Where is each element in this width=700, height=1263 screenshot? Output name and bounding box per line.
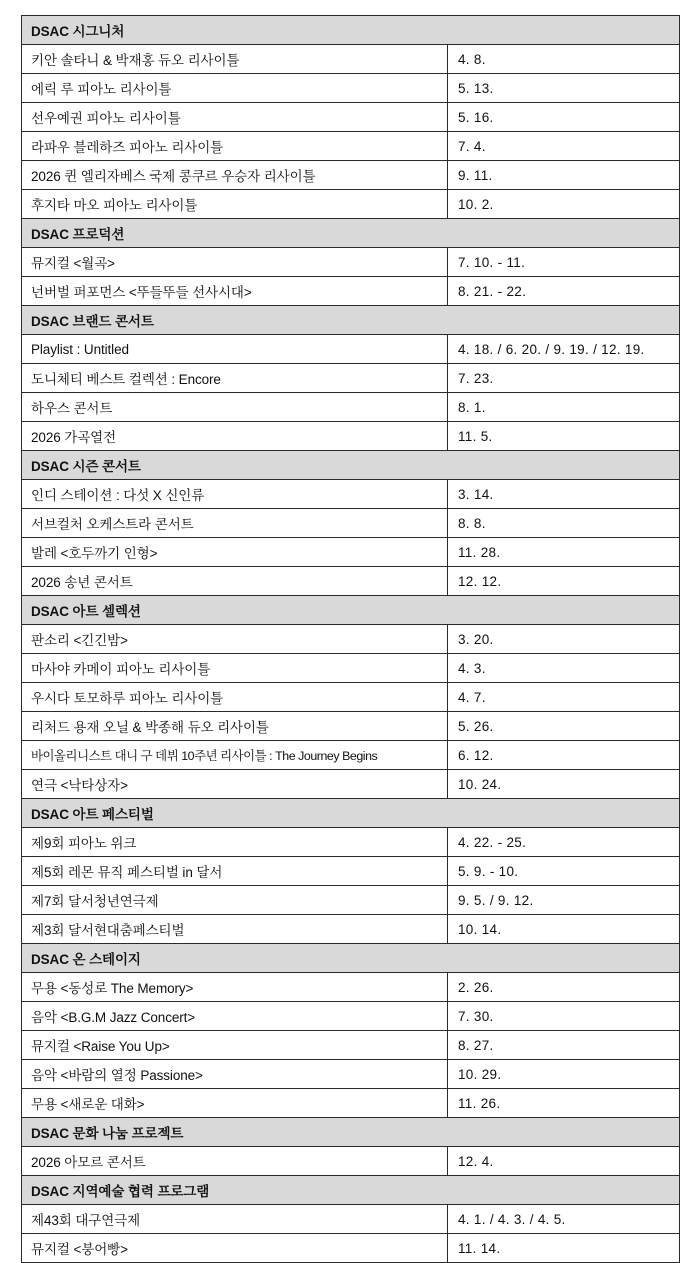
event-title-cell: 넌버벌 퍼포먼스 <뚜들뚜들 선사시대> <box>22 277 448 306</box>
event-title-cell: 제3회 달서현대춤페스티벌 <box>22 915 448 944</box>
event-date-cell: 4. 1. / 4. 3. / 4. 5. <box>448 1205 680 1234</box>
table-row <box>22 973 680 1002</box>
section-header-label: DSAC 아트 페스티벌 <box>22 799 680 828</box>
table-row <box>22 654 680 683</box>
event-title-cell: 발레 <호두까기 인형> <box>22 538 448 567</box>
event-date-cell: 7. 10. - 11. <box>448 248 680 277</box>
event-title-cell: 에릭 루 피아노 리사이틀 <box>22 74 448 103</box>
table-row <box>22 74 680 103</box>
event-date-cell: 8. 8. <box>448 509 680 538</box>
event-date-cell: 11. 5. <box>448 422 680 451</box>
event-date-cell: 9. 5. / 9. 12. <box>448 886 680 915</box>
table-row <box>22 277 680 306</box>
table-row <box>22 1031 680 1060</box>
event-date-cell: 4. 3. <box>448 654 680 683</box>
event-date-cell: 7. 4. <box>448 132 680 161</box>
event-date-cell: 2. 26. <box>448 973 680 1002</box>
section-header-row <box>22 944 680 973</box>
table-row <box>22 132 680 161</box>
table-row <box>22 886 680 915</box>
event-date-cell: 4. 18. / 6. 20. / 9. 19. / 12. 19. <box>448 335 680 364</box>
event-date-cell: 5. 9. - 10. <box>448 857 680 886</box>
table-row <box>22 364 680 393</box>
event-date-cell: 5. 13. <box>448 74 680 103</box>
event-title-cell: 마사야 카메이 피아노 리사이틀 <box>22 654 448 683</box>
event-date-cell: 9. 11. <box>448 161 680 190</box>
section-header-label: DSAC 시즌 콘서트 <box>22 451 680 480</box>
event-title-cell: 후지타 마오 피아노 리사이틀 <box>22 190 448 219</box>
table-row <box>22 770 680 799</box>
table-row <box>22 45 680 74</box>
event-title-cell: 제5회 레몬 뮤직 페스티벌 in 달서 <box>22 857 448 886</box>
table-row <box>22 1147 680 1176</box>
event-date-cell: 8. 27. <box>448 1031 680 1060</box>
table-row <box>22 103 680 132</box>
table-row <box>22 1089 680 1118</box>
table-row <box>22 161 680 190</box>
event-title-cell: 선우예권 피아노 리사이틀 <box>22 103 448 132</box>
event-title-cell: 2026 아모르 콘서트 <box>22 1147 448 1176</box>
event-date-cell: 11. 28. <box>448 538 680 567</box>
event-title-cell: 뮤지컬 <Raise You Up> <box>22 1031 448 1060</box>
table-row <box>22 683 680 712</box>
section-header-row <box>22 219 680 248</box>
event-title-cell: 라파우 블레하즈 피아노 리사이틀 <box>22 132 448 161</box>
event-title-cell: 제43회 대구연극제 <box>22 1205 448 1234</box>
event-date-cell: 6. 12. <box>448 741 680 770</box>
schedule-table <box>21 15 680 1263</box>
event-date-cell: 5. 16. <box>448 103 680 132</box>
event-date-cell: 4. 22. - 25. <box>448 828 680 857</box>
event-title-cell: 뮤지컬 <월곡> <box>22 248 448 277</box>
table-row <box>22 335 680 364</box>
section-header-row <box>22 799 680 828</box>
table-row <box>22 190 680 219</box>
event-title-cell: 음악 <B.G.M Jazz Concert> <box>22 1002 448 1031</box>
section-header-label: DSAC 브랜드 콘서트 <box>22 306 680 335</box>
event-title-cell: Playlist : Untitled <box>22 335 448 364</box>
table-row <box>22 393 680 422</box>
event-title-cell: 우시다 토모하루 피아노 리사이틀 <box>22 683 448 712</box>
section-header-row <box>22 306 680 335</box>
performance-schedule <box>21 15 679 1263</box>
event-date-cell: 3. 20. <box>448 625 680 654</box>
table-row <box>22 567 680 596</box>
table-row <box>22 1234 680 1263</box>
section-header-label: DSAC 아트 셀렉션 <box>22 596 680 625</box>
event-date-cell: 10. 2. <box>448 190 680 219</box>
table-row <box>22 712 680 741</box>
event-title-cell: 인디 스테이션 : 다섯 X 신인류 <box>22 480 448 509</box>
table-row <box>22 625 680 654</box>
section-header-label: DSAC 프로덕션 <box>22 219 680 248</box>
event-title-cell: 무용 <동성로 The Memory> <box>22 973 448 1002</box>
event-date-cell: 10. 24. <box>448 770 680 799</box>
event-title-cell: 서브컬처 오케스트라 콘서트 <box>22 509 448 538</box>
table-row <box>22 857 680 886</box>
table-row <box>22 422 680 451</box>
event-title-cell: 2026 가곡열전 <box>22 422 448 451</box>
table-row <box>22 1002 680 1031</box>
event-date-cell: 4. 8. <box>448 45 680 74</box>
event-title-cell: 도니체티 베스트 컬렉션 : Encore <box>22 364 448 393</box>
section-header-row <box>22 596 680 625</box>
event-date-cell: 4. 7. <box>448 683 680 712</box>
event-title-cell: 바이올리니스트 대니 구 데뷔 10주년 리사이틀 : The Journey Begins <box>22 741 448 770</box>
event-date-cell: 10. 29. <box>448 1060 680 1089</box>
event-date-cell: 12. 12. <box>448 567 680 596</box>
section-header-row <box>22 451 680 480</box>
event-date-cell: 10. 14. <box>448 915 680 944</box>
section-header-row <box>22 1118 680 1147</box>
section-header-label: DSAC 문화 나눔 프로젝트 <box>22 1118 680 1147</box>
event-title-cell: 제9회 피아노 위크 <box>22 828 448 857</box>
event-date-cell: 3. 14. <box>448 480 680 509</box>
section-header-label: DSAC 지역예술 협력 프로그램 <box>22 1176 680 1205</box>
event-date-cell: 12. 4. <box>448 1147 680 1176</box>
event-title-cell: 뮤지컬 <붕어빵> <box>22 1234 448 1263</box>
event-title-cell: 판소리 <긴긴밤> <box>22 625 448 654</box>
event-title-cell: 2026 퀸 엘리자베스 국제 콩쿠르 우승자 리사이틀 <box>22 161 448 190</box>
event-title-cell: 키안 솔타니 & 박재홍 듀오 리사이틀 <box>22 45 448 74</box>
event-title-cell: 2026 송년 콘서트 <box>22 567 448 596</box>
event-title-cell: 음악 <바람의 열정 Passione> <box>22 1060 448 1089</box>
event-date-cell: 5. 26. <box>448 712 680 741</box>
schedule-table-body <box>22 16 680 1263</box>
event-title-cell: 제7회 달서청년연극제 <box>22 886 448 915</box>
event-date-cell: 8. 1. <box>448 393 680 422</box>
event-date-cell: 7. 23. <box>448 364 680 393</box>
event-title-cell: 무용 <새로운 대화> <box>22 1089 448 1118</box>
event-title-cell: 연극 <낙타상자> <box>22 770 448 799</box>
table-row <box>22 828 680 857</box>
event-title-cell: 하우스 콘서트 <box>22 393 448 422</box>
table-row <box>22 741 680 770</box>
table-row <box>22 248 680 277</box>
table-row <box>22 915 680 944</box>
table-row <box>22 1205 680 1234</box>
event-date-cell: 11. 26. <box>448 1089 680 1118</box>
section-header-row <box>22 1176 680 1205</box>
event-title-cell: 리처드 용재 오닐 & 박종해 듀오 리사이틀 <box>22 712 448 741</box>
section-header-row <box>22 16 680 45</box>
table-row <box>22 480 680 509</box>
event-date-cell: 7. 30. <box>448 1002 680 1031</box>
table-row <box>22 1060 680 1089</box>
table-row <box>22 538 680 567</box>
section-header-label: DSAC 시그니처 <box>22 16 680 45</box>
table-row <box>22 509 680 538</box>
event-date-cell: 11. 14. <box>448 1234 680 1263</box>
section-header-label: DSAC 온 스테이지 <box>22 944 680 973</box>
event-date-cell: 8. 21. - 22. <box>448 277 680 306</box>
